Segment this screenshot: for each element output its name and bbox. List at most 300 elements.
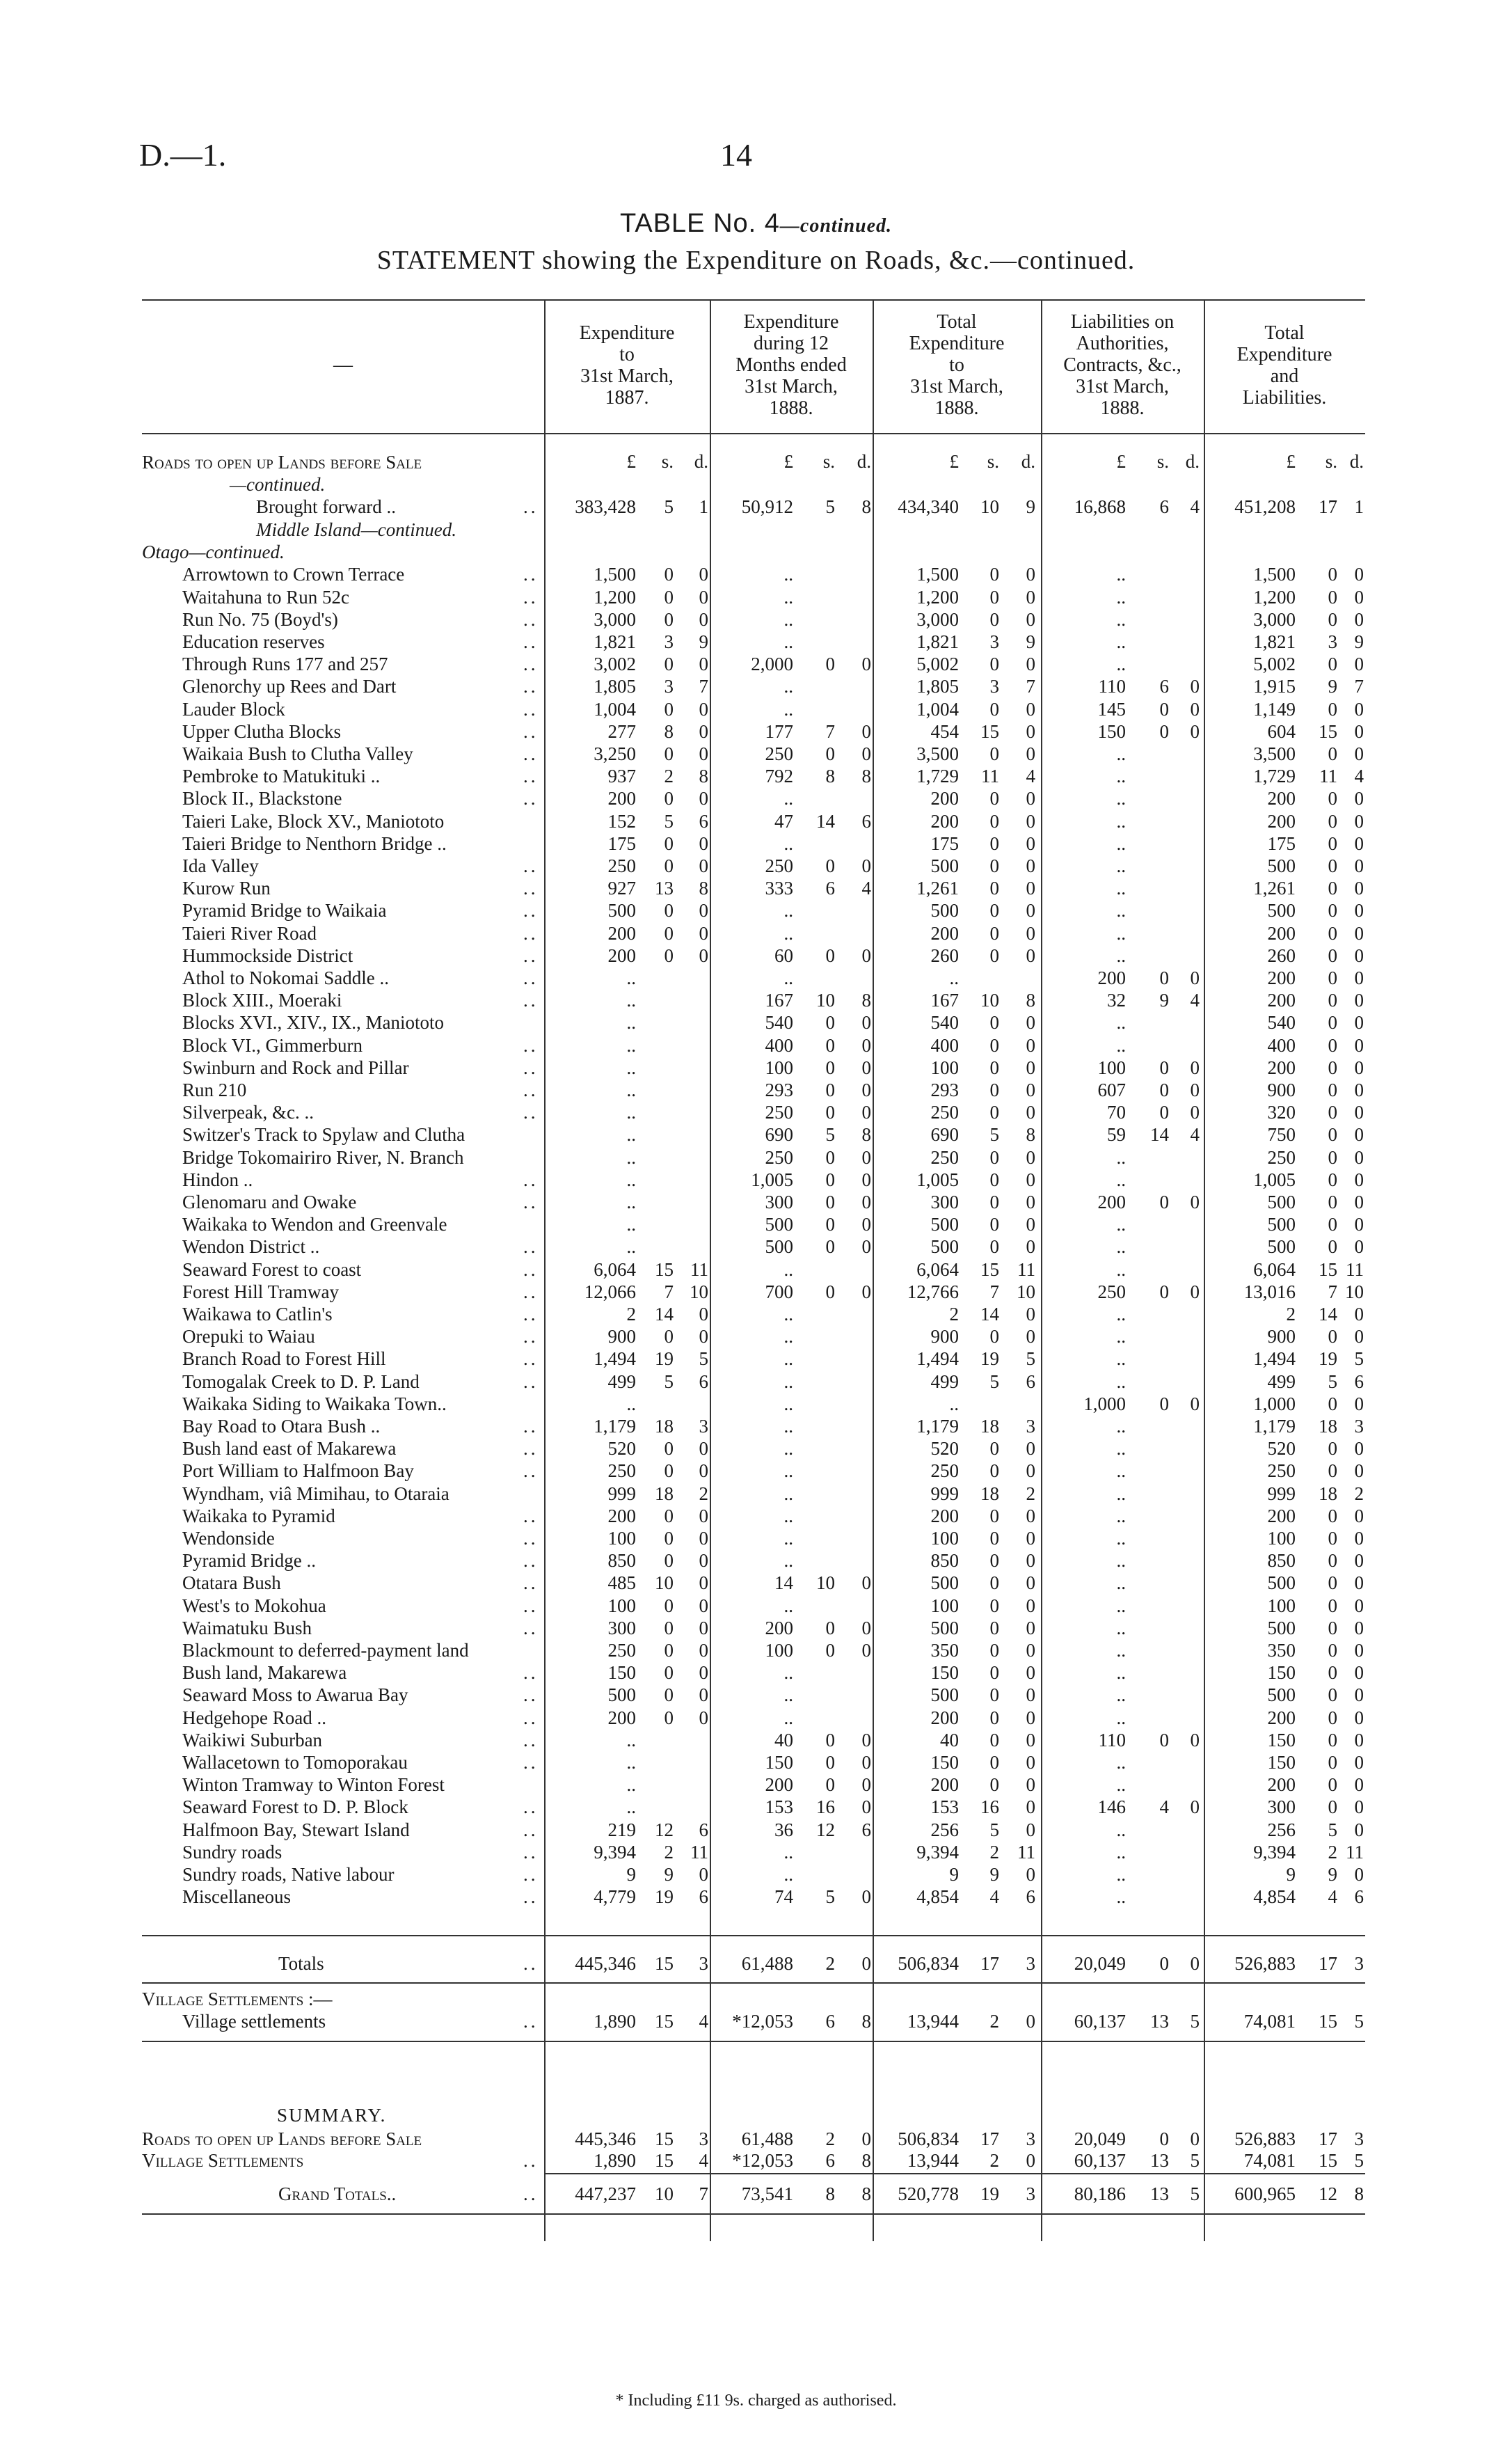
table-row-cell: 0 xyxy=(1354,855,1364,876)
table-row-cell: 11 xyxy=(1017,1841,1035,1863)
table-row-cell: 200 xyxy=(1267,922,1296,944)
table-row xyxy=(0,1796,1512,1818)
table-row-cell: 1,179 xyxy=(1253,1416,1296,1437)
table-row-cell: 0 xyxy=(1354,1192,1364,1212)
table-row-cell: 0 xyxy=(699,1707,708,1728)
table-row-cell: 150 xyxy=(930,1752,959,1773)
unit-label: d. xyxy=(1185,451,1200,472)
table-row-cell: 0 xyxy=(1328,1572,1337,1594)
table-row-cell: .. xyxy=(783,1684,793,1706)
table-row-cell: 14 xyxy=(1150,1124,1169,1146)
table-row-leader: .. xyxy=(523,1304,539,1325)
summary-row-cell: 2 xyxy=(989,2150,999,2171)
table-row-cell: 0 xyxy=(664,698,674,720)
table-row-cell: 4 xyxy=(1159,1796,1169,1818)
table-row-cell: 5 xyxy=(664,1370,674,1392)
table-row-cell: 0 xyxy=(699,900,708,922)
table-row-cell: 6 xyxy=(699,1886,708,1908)
table-row-cell: 0 xyxy=(1026,1057,1035,1078)
table-row-cell: .. xyxy=(626,1080,636,1100)
table-row-cell: 0 xyxy=(1328,810,1337,832)
table-row-cell: 0 xyxy=(861,1057,871,1078)
table-row-cell: .. xyxy=(1116,1169,1126,1190)
table-row xyxy=(0,1303,1512,1325)
table-row-cell: 0 xyxy=(664,654,674,675)
table-row-cell: 1,500 xyxy=(594,564,636,585)
table-row-cell: 3,000 xyxy=(916,608,959,630)
table-row-cell: 0 xyxy=(989,564,999,585)
table-row-cell: 9 xyxy=(1328,1864,1337,1885)
table-row-cell: .. xyxy=(1116,878,1126,899)
table-row-cell: 5 xyxy=(1328,1370,1337,1392)
table-row xyxy=(0,1146,1512,1169)
table-row-cell: 6 xyxy=(699,1370,708,1392)
table-row-cell: 9 xyxy=(1286,1864,1296,1885)
unit-label: s. xyxy=(987,451,999,472)
table-row-cell: 6 xyxy=(699,1819,708,1840)
table-row-cell: 0 xyxy=(699,832,708,854)
table-row-leader: .. xyxy=(523,564,539,585)
table-row-cell: .. xyxy=(1116,654,1126,675)
table-row-cell: 6,064 xyxy=(594,1258,636,1280)
table-row-cell: 0 xyxy=(1190,1393,1200,1414)
table-row-cell: .. xyxy=(1116,922,1126,944)
table-row-cell: 0 xyxy=(1190,720,1200,742)
table-row-cell: .. xyxy=(783,698,793,720)
table-row-cell: 0 xyxy=(664,900,674,922)
table-row-label: Silverpeak, &c. .. xyxy=(182,1102,314,1123)
table-row-cell: 7 xyxy=(989,1281,999,1302)
table-row-cell: 0 xyxy=(989,1729,999,1750)
table-row-cell: 0 xyxy=(989,1774,999,1796)
summary-heading-label: SUMMARY. xyxy=(277,2105,387,2126)
table-row-cell: 0 xyxy=(1328,564,1337,585)
table-row-cell: 0 xyxy=(861,1796,871,1818)
table-row-label: Waikawa to Catlin's xyxy=(182,1304,333,1325)
table-row-cell: 167 xyxy=(930,990,959,1011)
village-row-cell: 6 xyxy=(825,2011,835,2032)
summary-row-cell: 5 xyxy=(1190,2150,1200,2171)
table-row-cell: 0 xyxy=(664,1505,674,1526)
table-row-leader: .. xyxy=(523,1662,539,1684)
summary-row-cell: 0 xyxy=(861,2128,871,2149)
table-row-cell: .. xyxy=(1116,855,1126,876)
table-row-cell: 0 xyxy=(1328,1640,1337,1661)
village-row-cell: 8 xyxy=(861,2011,871,2032)
table-row-cell: 0 xyxy=(664,945,674,966)
table-row-cell: 293 xyxy=(765,1080,793,1100)
table-row-label: Orepuki to Waiau xyxy=(182,1326,315,1348)
table-row-cell: 150 xyxy=(930,1662,959,1684)
table-row xyxy=(0,1549,1512,1572)
table-row-cell: 5 xyxy=(664,496,674,517)
table-row-cell: 0 xyxy=(1328,900,1337,922)
summary-row-cell: 60,137 xyxy=(1074,2150,1126,2171)
table-row-cell: 0 xyxy=(664,1460,674,1482)
table-row-cell: 10 xyxy=(1345,1281,1364,1302)
table-row-cell: 1,494 xyxy=(916,1348,959,1370)
table-row-cell: .. xyxy=(1116,1595,1126,1616)
table-row-cell: 175 xyxy=(930,832,959,854)
table-row-cell: 0 xyxy=(699,945,708,966)
table-row-cell: 8 xyxy=(1026,1124,1035,1146)
table-row-cell: .. xyxy=(783,586,793,608)
table-row-cell: 0 xyxy=(664,1595,674,1616)
table-row-cell: .. xyxy=(626,1393,636,1414)
table-row-cell: 0 xyxy=(1328,1684,1337,1706)
grand-totals-row-cell: 3 xyxy=(1026,2183,1035,2204)
table-row-label: Hedgehope Road .. xyxy=(182,1707,326,1728)
grand-totals-row-label: Grand Totals.. xyxy=(278,2183,397,2204)
table-row xyxy=(0,1684,1512,1706)
table-row-cell: 0 xyxy=(1354,967,1364,988)
table-row-cell: 0 xyxy=(989,1057,999,1078)
table-row xyxy=(0,1191,1512,1213)
table-row xyxy=(0,1213,1512,1235)
table-row-cell: 0 xyxy=(664,1550,674,1572)
table-row-cell: .. xyxy=(1116,608,1126,630)
table-row-cell: 153 xyxy=(930,1796,959,1818)
table-row-leader: .. xyxy=(523,1416,539,1437)
table-row-cell: 0 xyxy=(1328,608,1337,630)
table-row-cell: 1,494 xyxy=(594,1348,636,1370)
table-row-cell: 0 xyxy=(989,1080,999,1100)
table-row-leader: .. xyxy=(523,743,539,764)
village-rule xyxy=(142,2041,1365,2042)
table-row-leader: .. xyxy=(523,1617,539,1638)
table-row-cell: .. xyxy=(783,1864,793,1885)
table-row-cell: 0 xyxy=(1328,1012,1337,1034)
table-row-cell: 0 xyxy=(699,1505,708,1526)
table-row-cell: 0 xyxy=(1328,1617,1337,1638)
totals-row-cell: 0 xyxy=(1159,1953,1169,1974)
table-row-label: Hummockside District xyxy=(182,945,353,966)
table-row-cell: 0 xyxy=(1354,1528,1364,1549)
table-row-cell: 3 xyxy=(664,631,674,652)
table-row-cell: 0 xyxy=(1328,1169,1337,1190)
table-row-cell: 383,428 xyxy=(575,496,636,517)
table-row-cell: 200 xyxy=(930,1774,959,1796)
totals-row-cell: 61,488 xyxy=(741,1953,793,1974)
summary-row-cell: 74,081 xyxy=(1243,2150,1296,2171)
table-row-leader: .. xyxy=(523,631,539,652)
table-row-label: Winton Tramway to Winton Forest xyxy=(182,1774,445,1796)
table-row-cell: 0 xyxy=(825,1080,835,1100)
table-row xyxy=(0,765,1512,787)
table-row-cell: 16,868 xyxy=(1074,496,1126,517)
table-row-cell: 0 xyxy=(1026,1080,1035,1100)
table-row-cell: 200 xyxy=(607,788,636,809)
table-row-cell: 0 xyxy=(1354,1505,1364,1526)
table-row-cell: 0 xyxy=(699,586,708,608)
table-row-cell: 2 xyxy=(949,1304,959,1325)
table-row-cell: 0 xyxy=(861,743,871,764)
table-row-cell: 0 xyxy=(1328,1707,1337,1728)
table-row-leader: .. xyxy=(523,1528,539,1549)
table-row-label: Athol to Nokomai Saddle .. xyxy=(182,967,389,988)
table-row-cell: 16 xyxy=(816,1796,835,1818)
table-row-cell: 14 xyxy=(980,1304,999,1325)
table-row-cell: 0 xyxy=(699,564,708,585)
table-row-cell: 6 xyxy=(861,1819,871,1840)
grand-totals-row-cell: 8 xyxy=(825,2183,835,2204)
table-row-cell: 0 xyxy=(1026,720,1035,742)
table-row-cell: 0 xyxy=(1354,1729,1364,1750)
table-row xyxy=(0,496,1512,518)
table-row-cell: .. xyxy=(783,1326,793,1348)
section-roads-heading xyxy=(0,451,1512,473)
table-row-cell: .. xyxy=(1116,1752,1126,1773)
table-row-cell: 0 xyxy=(1354,1460,1364,1482)
table-row-cell: 17 xyxy=(1319,496,1337,517)
table-row-cell: 0 xyxy=(825,1214,835,1235)
table-row-leader: .. xyxy=(523,496,539,517)
table-row-cell: 250 xyxy=(1097,1281,1126,1302)
table-row-label: Switzer's Track to Spylaw and Clutha xyxy=(182,1124,465,1146)
table-row-cell: 19 xyxy=(1319,1348,1337,1370)
table-row-cell: 100 xyxy=(1267,1528,1296,1549)
table-row-cell: 0 xyxy=(699,1684,708,1706)
table-row-cell: 1,000 xyxy=(1083,1393,1126,1414)
table-row-cell: 250 xyxy=(765,855,793,876)
unit-label: £ xyxy=(626,451,636,472)
table-row-cell: 6 xyxy=(1354,1370,1364,1392)
totals-rule xyxy=(142,1935,1365,1936)
table-row-cell: 0 xyxy=(1159,1281,1169,1302)
table-row-cell: 0 xyxy=(1159,698,1169,720)
totals-bottom-rule xyxy=(142,1982,1365,1984)
table-row-cell: 0 xyxy=(699,608,708,630)
table-row-cell: 0 xyxy=(664,608,674,630)
table-row-cell: .. xyxy=(783,1393,793,1414)
table-row-cell: 0 xyxy=(1354,1012,1364,1034)
table-row-cell: 5,002 xyxy=(916,654,959,675)
table-row xyxy=(0,1281,1512,1303)
table-row-cell: 1,005 xyxy=(916,1169,959,1190)
table-row xyxy=(0,1169,1512,1191)
table-row-cell: .. xyxy=(783,922,793,944)
table-row-cell: 0 xyxy=(1026,1595,1035,1616)
table-row-cell: 200 xyxy=(930,810,959,832)
table-row-label: Otatara Bush xyxy=(182,1572,281,1594)
table-row-cell: 0 xyxy=(1328,1438,1337,1460)
table-row-label: Brought forward .. xyxy=(256,496,396,517)
table-row-cell: 5 xyxy=(825,1124,835,1146)
table-row-cell: 2 xyxy=(1328,1841,1337,1863)
table-row-cell: 0 xyxy=(989,1214,999,1235)
table-row-label: Wendon District .. xyxy=(182,1236,320,1258)
table-row-label: Wallacetown to Tomoporakau xyxy=(182,1752,408,1773)
table-row-cell: 100 xyxy=(1097,1057,1126,1078)
table-row-cell: 540 xyxy=(765,1012,793,1034)
table-row-cell: 0 xyxy=(1026,1864,1035,1885)
table-row-cell: 0 xyxy=(1354,1774,1364,1796)
table-row-cell: .. xyxy=(1116,766,1126,787)
table-row-cell: 0 xyxy=(989,608,999,630)
table-row-cell: 0 xyxy=(1354,832,1364,854)
table-row-cell: 0 xyxy=(861,1886,871,1908)
table-row-cell: 0 xyxy=(861,1169,871,1190)
totals-row-cell: 445,346 xyxy=(575,1953,636,1974)
table-row-leader: .. xyxy=(523,1370,539,1392)
table-row-cell: 0 xyxy=(989,1528,999,1549)
summary-row-cell: 17 xyxy=(980,2128,999,2149)
table-row-label: Otago—continued. xyxy=(142,542,285,563)
village-row-cell: 4 xyxy=(699,2011,708,2032)
column-header: — xyxy=(333,354,353,376)
table-row-cell: 0 xyxy=(825,1640,835,1661)
table-row-cell: 250 xyxy=(765,1146,793,1168)
grand-totals-row-leader: .. xyxy=(523,2183,539,2204)
table-row-cell: 250 xyxy=(1267,1146,1296,1168)
table-row-cell: 0 xyxy=(861,945,871,966)
table-row xyxy=(0,1101,1512,1123)
table-row-cell: .. xyxy=(626,990,636,1011)
table-row-cell: 0 xyxy=(1026,945,1035,966)
summary-row-cell: 0 xyxy=(1026,2150,1035,2171)
table-row-cell: 0 xyxy=(1328,1505,1337,1526)
summary-row-cell: 4 xyxy=(699,2150,708,2171)
table-row xyxy=(0,1483,1512,1505)
table-row-cell: 0 xyxy=(1328,1326,1337,1348)
table-row-cell: 0 xyxy=(989,1326,999,1348)
table-row-cell: .. xyxy=(1116,564,1126,585)
table-row-label: Tomogalak Creek to D. P. Land xyxy=(182,1370,420,1392)
table-row-cell: 0 xyxy=(989,900,999,922)
table-row-cell: 500 xyxy=(930,1684,959,1706)
table-row-cell: 0 xyxy=(861,1752,871,1773)
table-row-leader: .. xyxy=(523,1729,539,1750)
table-row-label: Waikiwi Suburban xyxy=(182,1729,323,1750)
table-row-cell: 0 xyxy=(989,698,999,720)
table-row-cell: 500 xyxy=(607,900,636,922)
table-row-cell: 0 xyxy=(1328,586,1337,608)
table-row-cell: 0 xyxy=(825,1102,835,1123)
table-row-cell: .. xyxy=(1116,1438,1126,1460)
table-row-cell: 100 xyxy=(607,1528,636,1549)
table-row-cell: 1,261 xyxy=(916,878,959,899)
table-row-cell: .. xyxy=(783,967,793,988)
table-row-cell: 200 xyxy=(1267,1707,1296,1728)
table-row xyxy=(0,563,1512,585)
table-row-cell: 0 xyxy=(1026,1460,1035,1482)
table-row-cell: 9 xyxy=(1354,631,1364,652)
table-row-cell: 40 xyxy=(774,1729,793,1750)
table-row-leader: .. xyxy=(523,698,539,720)
table-row xyxy=(0,1123,1512,1146)
village-row-cell: 60,137 xyxy=(1074,2011,1126,2032)
summary-row xyxy=(0,2128,1512,2150)
table-row-cell: 250 xyxy=(765,1102,793,1123)
table-row-cell: 200 xyxy=(930,1707,959,1728)
table-row-cell: 937 xyxy=(607,766,636,787)
table-row-cell: 36 xyxy=(774,1819,793,1840)
table-row-cell: 0 xyxy=(825,1236,835,1258)
totals-row-cell: 15 xyxy=(655,1953,674,1974)
summary-row-cell: 506,834 xyxy=(898,2128,959,2149)
table-row-cell: .. xyxy=(1116,1617,1126,1638)
column-header: Total Expenditure and Liabilities. xyxy=(1236,322,1332,409)
table-row-cell: .. xyxy=(1116,900,1126,922)
table-row-cell: 8 xyxy=(861,990,871,1011)
totals-row-cell: 17 xyxy=(1319,1953,1337,1974)
table-row-cell: 0 xyxy=(1026,1012,1035,1034)
table-row-cell: 0 xyxy=(1026,586,1035,608)
table-row-cell: .. xyxy=(626,1012,636,1034)
table-row-cell: 4 xyxy=(1190,990,1200,1011)
table-row-cell: 50,912 xyxy=(741,496,793,517)
table-row-cell: .. xyxy=(626,1034,636,1056)
table-row-cell: 3 xyxy=(1026,1416,1035,1437)
table-row-cell: 0 xyxy=(861,1012,871,1034)
table-row-label: Block VI., Gimmerburn xyxy=(182,1034,363,1056)
table-row-cell: 0 xyxy=(989,855,999,876)
table-row-cell: 0 xyxy=(1159,1192,1169,1212)
table-row-label: Pembroke to Matukituki .. xyxy=(182,766,381,787)
table-row-cell: 0 xyxy=(1354,1236,1364,1258)
section-continued-label: —continued. xyxy=(230,474,326,495)
table-row-cell: .. xyxy=(1116,1460,1126,1482)
table-row-cell: 260 xyxy=(930,945,959,966)
table-row-leader: .. xyxy=(523,766,539,787)
table-row-cell: .. xyxy=(626,1124,636,1146)
table-row-cell: .. xyxy=(783,1662,793,1684)
table-row-cell: 200 xyxy=(1267,990,1296,1011)
table-row-cell: 153 xyxy=(765,1796,793,1818)
table-row-cell: 1,200 xyxy=(594,586,636,608)
table-row-cell: 200 xyxy=(607,945,636,966)
table-row-cell: 11 xyxy=(690,1841,708,1863)
table-row-cell: 0 xyxy=(1026,1707,1035,1728)
table-row-leader: .. xyxy=(523,1707,539,1728)
table-row-label: Wyndham, viâ Mimihau, to Otaraia xyxy=(182,1483,449,1504)
table-row-cell: .. xyxy=(1116,832,1126,854)
table-row-cell: 0 xyxy=(989,1640,999,1661)
table-row-cell: 0 xyxy=(1328,1662,1337,1684)
table-row-cell: 18 xyxy=(1319,1483,1337,1504)
table-row-cell: 0 xyxy=(1026,1819,1035,1840)
table-row-cell: 0 xyxy=(825,1169,835,1190)
table-row-cell: 19 xyxy=(655,1886,674,1908)
table-row-cell: 250 xyxy=(930,1102,959,1123)
table-row-cell: 1,004 xyxy=(594,698,636,720)
unit-label: d. xyxy=(1021,451,1035,472)
table-row xyxy=(0,1729,1512,1751)
totals-row-cell: 526,883 xyxy=(1234,1953,1296,1974)
table-row-cell: 0 xyxy=(989,1102,999,1123)
grand-totals-row-cell: 8 xyxy=(861,2183,871,2204)
table-row-cell: 0 xyxy=(1328,1080,1337,1100)
totals-row-cell: 0 xyxy=(861,1953,871,1974)
table-row-cell: 0 xyxy=(699,788,708,809)
table-row-cell: 0 xyxy=(1328,1752,1337,1773)
table-row-label: Through Runs 177 and 257 xyxy=(182,654,388,675)
table-row-cell: .. xyxy=(1116,1416,1126,1437)
table-row-cell: .. xyxy=(626,1057,636,1078)
table-row-cell: 0 xyxy=(1190,1192,1200,1212)
table-row-cell: 0 xyxy=(989,832,999,854)
table-row-leader: .. xyxy=(523,1326,539,1348)
table-row-cell: 1,821 xyxy=(1253,631,1296,652)
table-row-cell: 2 xyxy=(699,1483,708,1504)
table-row-label: Middle Island—continued. xyxy=(256,519,456,540)
unit-label: s. xyxy=(1325,451,1337,472)
table-row-cell: 0 xyxy=(699,1640,708,1661)
table-row-cell: 0 xyxy=(1159,1393,1169,1414)
table-row-cell: 1,200 xyxy=(916,586,959,608)
table-row-cell: 9 xyxy=(1026,631,1035,652)
table-row-cell: 2 xyxy=(1286,1304,1296,1325)
